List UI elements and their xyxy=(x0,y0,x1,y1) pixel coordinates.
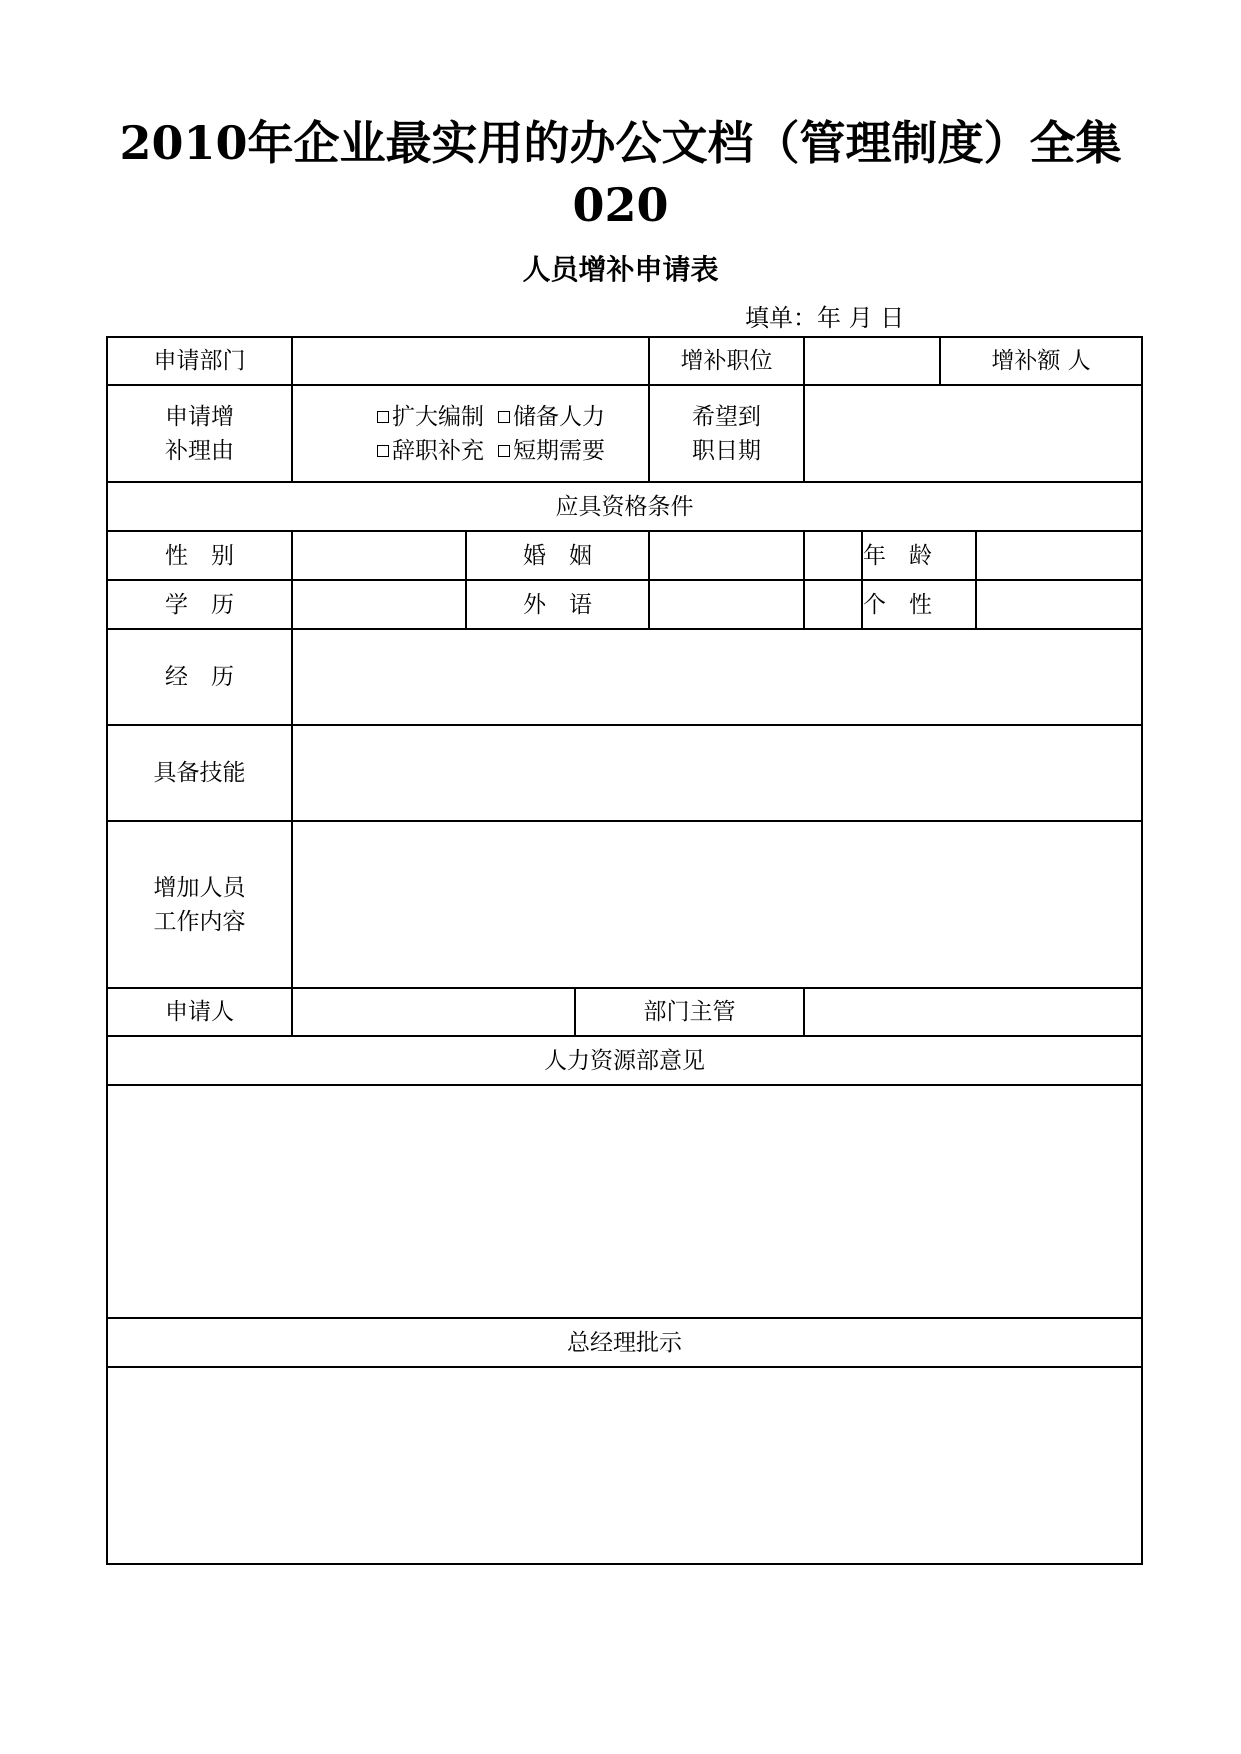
personnel-request-form xyxy=(106,336,1143,1565)
personality-label xyxy=(804,580,862,629)
work-content-label-line2: 工作内容 xyxy=(153,908,246,935)
checkbox-icon[interactable] xyxy=(498,445,510,457)
dept-field[interactable] xyxy=(292,337,649,385)
reason-options xyxy=(292,385,649,482)
option-short-term-label: 短期需要 xyxy=(513,437,605,464)
qualifications-header: 应具资格条件 xyxy=(107,482,1142,531)
marriage-label: 婚 姻 xyxy=(466,531,649,580)
age-label-text: 年 龄 xyxy=(863,532,977,579)
row-skills xyxy=(107,725,1142,821)
form-title: 人员增补申请表 xyxy=(522,253,719,286)
personality-split xyxy=(862,580,1142,629)
option-replace-label: 辞职补充 xyxy=(392,437,484,464)
position-quota-cell xyxy=(804,337,1142,385)
dept-label: 申请部门 xyxy=(107,337,292,385)
checkbox-icon[interactable] xyxy=(377,411,389,423)
applicant-field[interactable] xyxy=(292,988,575,1036)
date-label-line2: 职日期 xyxy=(692,437,762,464)
marriage-field[interactable] xyxy=(649,531,804,580)
gm-approval-field[interactable] xyxy=(107,1367,1142,1564)
date-field[interactable] xyxy=(804,385,1142,482)
row-education xyxy=(107,580,1142,629)
option-short-term[interactable] xyxy=(498,438,605,464)
skills-field[interactable] xyxy=(292,725,1142,821)
manager-field[interactable] xyxy=(804,988,1142,1036)
work-content-label-line1: 增加人员 xyxy=(153,874,246,901)
position-field[interactable] xyxy=(805,338,941,384)
option-expand-label: 扩大编制 xyxy=(392,403,484,430)
manager-label: 部门主管 xyxy=(575,988,804,1036)
age-split xyxy=(862,531,1142,580)
language-field[interactable] xyxy=(649,580,804,629)
row-gm-body xyxy=(107,1367,1142,1564)
reason-label-line2: 补理由 xyxy=(165,437,234,464)
gender-field[interactable] xyxy=(292,531,466,580)
row-work-content xyxy=(107,821,1142,988)
date-label xyxy=(649,385,804,482)
row-gm-header xyxy=(107,1318,1142,1367)
age-field[interactable] xyxy=(977,532,1141,579)
reason-label-line1: 申请增 xyxy=(165,403,234,430)
position-label: 增补职位 xyxy=(649,337,804,385)
row-hr-body xyxy=(107,1085,1142,1318)
personality-field[interactable] xyxy=(977,581,1141,628)
row-qualifications-header xyxy=(107,482,1142,531)
age-label xyxy=(804,531,862,580)
experience-field[interactable] xyxy=(292,629,1142,725)
education-label: 学 历 xyxy=(107,580,292,629)
row-department xyxy=(107,337,1142,385)
checkbox-icon[interactable] xyxy=(498,411,510,423)
checkbox-icon[interactable] xyxy=(377,445,389,457)
gender-label: 性 别 xyxy=(107,531,292,580)
date-label-line1: 希望到 xyxy=(692,403,762,430)
row-experience xyxy=(107,629,1142,725)
option-replace[interactable] xyxy=(377,438,484,464)
option-reserve[interactable] xyxy=(498,404,605,430)
option-reserve-label: 储备人力 xyxy=(513,403,605,430)
language-label: 外 语 xyxy=(466,580,649,629)
row-hr-header xyxy=(107,1036,1142,1085)
reason-label xyxy=(107,385,292,482)
fill-date-line: 填单：年 月 日 xyxy=(745,304,905,332)
hr-opinion-header: 人力资源部意见 xyxy=(107,1036,1142,1085)
row-reason xyxy=(107,385,1142,482)
applicant-label: 申请人 xyxy=(107,988,292,1036)
option-expand[interactable] xyxy=(377,404,484,430)
quota-label: 增补额 人 xyxy=(991,348,1091,374)
work-content-field[interactable] xyxy=(292,821,1142,988)
row-signatures xyxy=(107,988,1142,1036)
hr-opinion-field[interactable] xyxy=(107,1085,1142,1318)
personality-label-text: 个 性 xyxy=(863,581,977,628)
skills-label: 具备技能 xyxy=(107,725,292,821)
work-content-label xyxy=(107,821,292,988)
document-title: 2010年企业最实用的办公文档（管理制度）全集020 xyxy=(119,116,1122,232)
row-gender xyxy=(107,531,1142,580)
experience-label: 经 历 xyxy=(107,629,292,725)
education-field[interactable] xyxy=(292,580,466,629)
gm-approval-header: 总经理批示 xyxy=(107,1318,1142,1367)
